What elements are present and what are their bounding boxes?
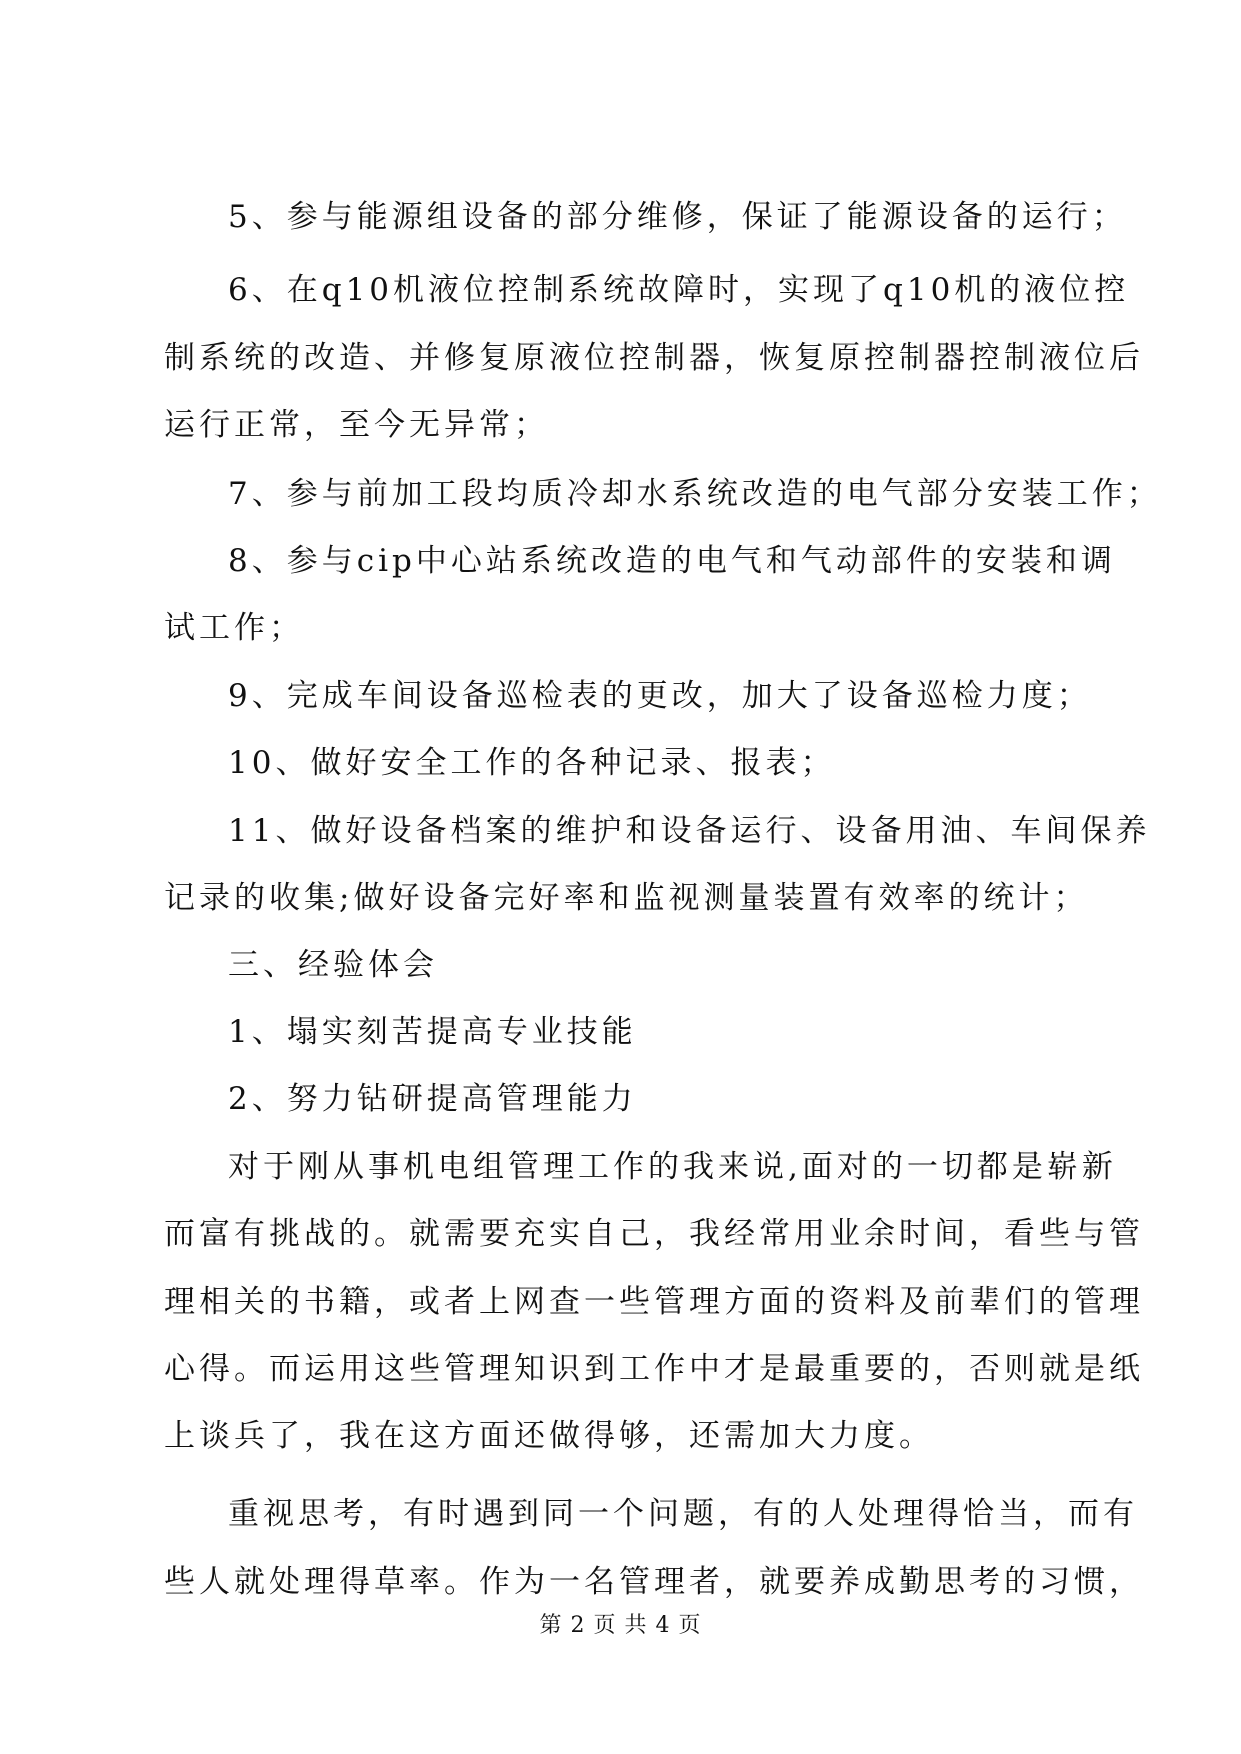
text-line-19: 上谈兵了，我在这方面还做得够，还需加大力度。 <box>164 1418 934 1454</box>
section-heading: 三、经验体会 <box>228 947 438 983</box>
text-line-2: 6、在q10机液位控制系统故障时，实现了q10机的液位控 <box>228 272 1130 308</box>
text-line-15: 对于刚从事机电组管理工作的我来说,面对的一切都是崭新 <box>228 1149 1117 1185</box>
text-line-5: 7、参与前加工段均质冷却水系统改造的电气部分安装工作； <box>228 476 1162 512</box>
text-line-13: 1、塌实刻苦提高专业技能 <box>228 1014 637 1050</box>
text-line-20: 重视思考，有时遇到同一个问题，有的人处理得恰当，而有 <box>228 1496 1138 1532</box>
text-line-9: 10、做好安全工作的各种记录、报表； <box>228 745 836 781</box>
text-line-6: 8、参与cip中心站系统改造的电气和气动部件的安装和调 <box>228 543 1116 579</box>
page-number-footer: 第 2 页 共 4 页 <box>539 1613 702 1638</box>
text-line-8: 9、完成车间设备巡检表的更改，加大了设备巡检力度； <box>228 678 1092 714</box>
text-line-3: 制系统的改造、并修复原液位控制器，恢复原控制器控制液位后 <box>164 340 1144 376</box>
text-line-1: 5、参与能源组设备的部分维修，保证了能源设备的运行； <box>228 199 1127 235</box>
text-line-18: 心得。而运用这些管理知识到工作中才是最重要的，否则就是纸 <box>164 1351 1144 1387</box>
text-line-16: 而富有挑战的。就需要充实自己，我经常用业余时间，看些与管 <box>164 1216 1144 1252</box>
text-line-14: 2、努力钻研提高管理能力 <box>228 1081 637 1117</box>
text-line-21: 些人就处理得草率。作为一名管理者，就要养成勤思考的习惯， <box>164 1564 1144 1600</box>
text-line-17: 理相关的书籍，或者上网查一些管理方面的资料及前辈们的管理 <box>164 1284 1144 1320</box>
text-line-4: 运行正常，至今无异常； <box>164 407 549 443</box>
text-line-10: 11、做好设备档案的维护和设备运行、设备用油、车间保养 <box>228 813 1151 849</box>
text-line-7: 试工作； <box>164 610 304 646</box>
text-line-11: 记录的收集;做好设备完好率和监视测量装置有效率的统计； <box>164 880 1089 916</box>
